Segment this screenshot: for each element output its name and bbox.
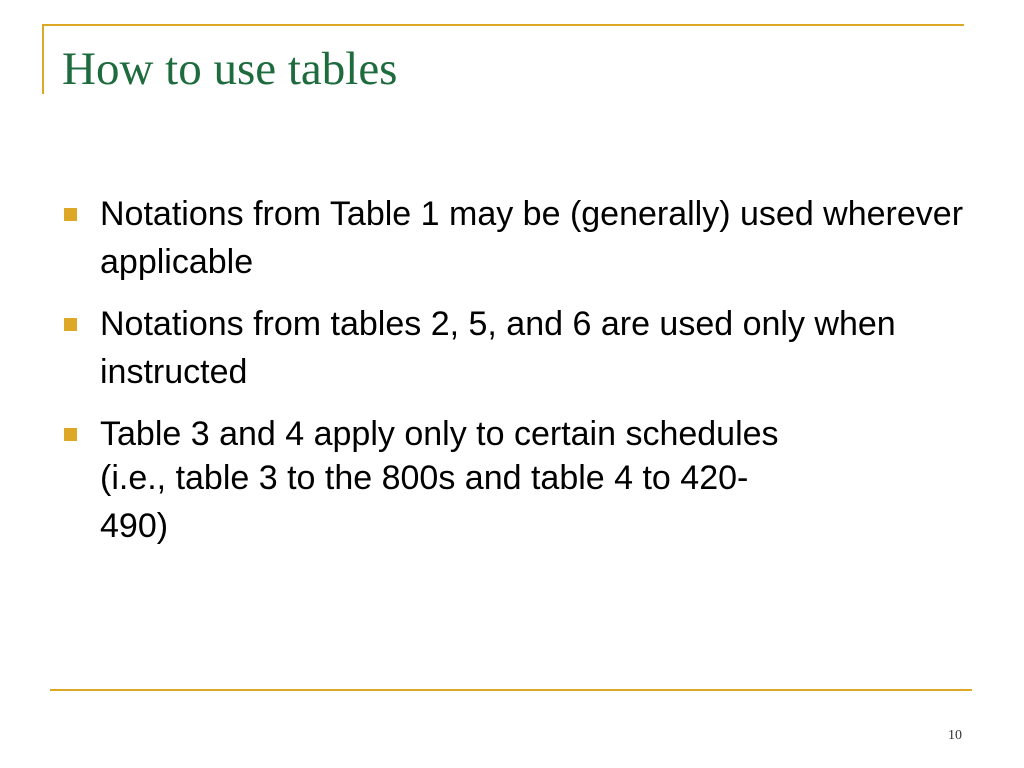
- bullet-text: Notations from Table 1 may be (generally) used wherever applicable: [100, 195, 964, 281]
- bullet-item: [64, 300, 964, 396]
- title-frame-left-rule: [42, 24, 44, 94]
- continuation-line: 490): [100, 507, 169, 545]
- square-bullet-icon: [64, 208, 77, 221]
- bullet-text: Table 3 and 4 apply only to certain schedules: [100, 415, 779, 453]
- continuation-line: (i.e., table 3 to the 800s and table 4 to 420-: [100, 459, 749, 497]
- bullet-item: [64, 410, 964, 458]
- bullet-continuation: [64, 454, 964, 550]
- bullet-list: [64, 190, 964, 550]
- slide-title: How to use tables: [62, 43, 398, 95]
- page-number: 10: [948, 728, 962, 743]
- bullet-item: [64, 190, 964, 286]
- footer-rule: [50, 689, 972, 691]
- square-bullet-icon: [64, 428, 77, 441]
- title-frame-top-rule: [42, 24, 964, 26]
- square-bullet-icon: [64, 318, 77, 331]
- bullet-text: Notations from tables 2, 5, and 6 are used only when instructed: [100, 305, 896, 391]
